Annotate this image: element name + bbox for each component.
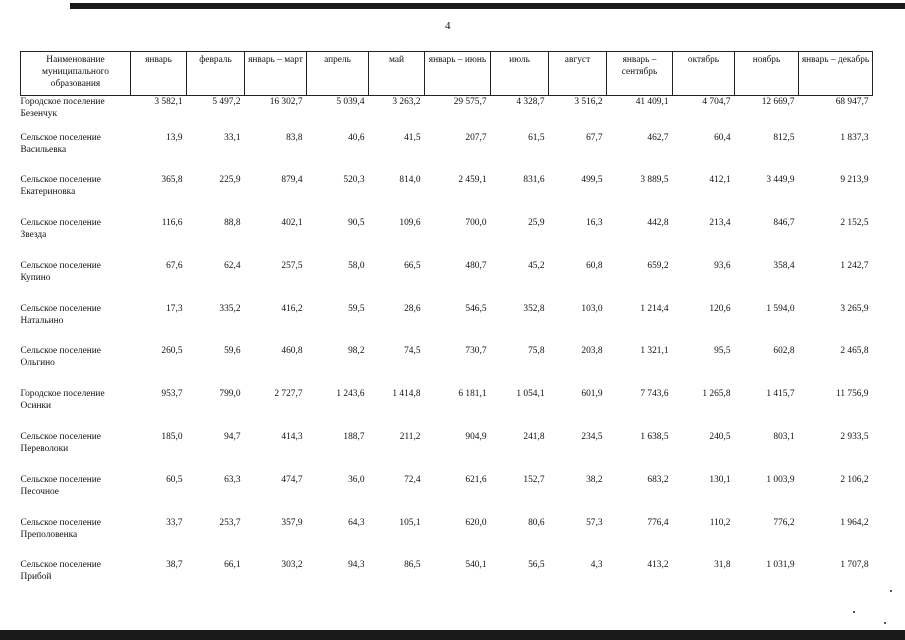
- table-cell: 11 756,9: [836, 389, 869, 400]
- table-cell: 5 497,2: [212, 97, 241, 107]
- table-cell: 3 889,5: [640, 175, 669, 186]
- table-cell: 94,3: [348, 560, 365, 571]
- table-cell: 83,8: [286, 132, 303, 143]
- table-cell: 4 328,7: [516, 97, 545, 107]
- table-cell: 86,5: [404, 560, 421, 571]
- table-cell: 2 727,7: [274, 389, 303, 400]
- table-cell: 812,5: [773, 132, 795, 143]
- table-cell: 620,0: [465, 517, 487, 528]
- table-cell: 520,3: [343, 175, 365, 186]
- table-cell: 1 242,7: [840, 260, 869, 271]
- table-cell: 460,8: [281, 346, 303, 357]
- municipality-name: Сельское поселение Песочное: [20, 474, 101, 497]
- column-header: апрель: [307, 52, 369, 96]
- municipality-name: Сельское поселение Переволоки: [20, 432, 101, 455]
- table-cell: 29 575,7: [453, 97, 487, 107]
- table-cell: 3 263,2: [392, 97, 421, 107]
- table-cell: 402,1: [281, 218, 303, 229]
- table-cell: 1 964,2: [840, 517, 869, 528]
- table-cell: 103,0: [581, 303, 603, 314]
- table-cell: 64,3: [348, 517, 365, 528]
- table-cell: 31,8: [714, 560, 731, 571]
- table-cell: 241,8: [523, 432, 545, 443]
- table-cell: 12 669,7: [761, 97, 795, 107]
- table-cell: 9 213,9: [840, 175, 869, 186]
- municipality-name: Сельское поселение Прибой: [20, 560, 101, 583]
- table-cell: 814,0: [399, 175, 421, 186]
- column-header: январь: [131, 52, 187, 96]
- table-cell: 3 516,2: [574, 97, 603, 107]
- table-cell: 41,5: [404, 132, 421, 143]
- table-cell: 1 031,9: [766, 560, 795, 571]
- table-cell: 3 582,1: [154, 97, 183, 107]
- table-cell: 3 265,9: [840, 303, 869, 314]
- table-cell: 25,9: [528, 218, 545, 229]
- table-cell: 602,8: [773, 346, 795, 357]
- table-cell: 152,7: [523, 474, 545, 485]
- table-cell: 75,8: [528, 346, 545, 357]
- table-cell: 16,3: [586, 218, 603, 229]
- table-cell: 499,5: [581, 175, 603, 186]
- table-row: [21, 303, 873, 346]
- table-row: [21, 474, 873, 517]
- table-cell: 357,9: [281, 517, 303, 528]
- table-cell: 66,5: [404, 260, 421, 271]
- column-header: февраль: [187, 52, 245, 96]
- table-body: [21, 96, 873, 603]
- table-cell: 2 152,5: [840, 218, 869, 229]
- table-cell: 225,9: [219, 175, 241, 186]
- table-cell: 4 704,7: [702, 97, 731, 107]
- table-cell: 335,2: [219, 303, 241, 314]
- table-cell: 1 243,6: [336, 389, 365, 400]
- table-cell: 953,7: [161, 389, 183, 400]
- table-cell: 240,5: [709, 432, 731, 443]
- table-cell: 110,2: [709, 517, 731, 528]
- table-cell: 16 302,7: [269, 97, 303, 107]
- table-cell: 700,0: [465, 218, 487, 229]
- column-header: январь – сентябрь: [607, 52, 673, 96]
- scan-speck: [890, 590, 892, 592]
- table-cell: 45,2: [528, 260, 545, 271]
- table-cell: 879,4: [281, 175, 303, 186]
- table-cell: 474,7: [281, 474, 303, 485]
- table-cell: 13,9: [166, 132, 183, 143]
- table-cell: 1 003,9: [766, 474, 795, 485]
- column-header: август: [549, 52, 607, 96]
- table-cell: 416,2: [281, 303, 303, 314]
- table-cell: 28,6: [404, 303, 421, 314]
- table-cell: 1 837,3: [840, 132, 869, 143]
- table-row: [21, 345, 873, 388]
- table-cell: 58,0: [348, 260, 365, 271]
- table-cell: 59,6: [224, 346, 241, 357]
- table-cell: 6 181,1: [458, 389, 487, 400]
- table-cell: 120,6: [709, 303, 731, 314]
- data-table: [20, 51, 873, 602]
- table-cell: 2 459,1: [458, 175, 487, 186]
- table-cell: 33,7: [166, 517, 183, 528]
- table-cell: 36,0: [348, 474, 365, 485]
- table-cell: 776,4: [647, 517, 669, 528]
- table-cell: 109,6: [399, 218, 421, 229]
- table-cell: 358,4: [773, 260, 795, 271]
- table-cell: 211,2: [399, 432, 421, 443]
- scan-speck: [884, 622, 886, 624]
- table-cell: 601,9: [581, 389, 603, 400]
- column-header: ноябрь: [735, 52, 799, 96]
- table-cell: 93,6: [714, 260, 731, 271]
- table-cell: 803,1: [773, 432, 795, 443]
- table-cell: 17,3: [166, 303, 183, 314]
- table-cell: 1 638,5: [640, 432, 669, 443]
- table-cell: 442,8: [647, 218, 669, 229]
- table-cell: 41 409,1: [635, 97, 669, 107]
- table-cell: 257,5: [281, 260, 303, 271]
- column-header: январь – декабрь: [799, 52, 873, 96]
- table-cell: 621,6: [465, 474, 487, 485]
- table-cell: 59,5: [348, 303, 365, 314]
- table-cell: 203,8: [581, 346, 603, 357]
- table-row: [21, 174, 873, 217]
- header-row: [21, 52, 873, 96]
- table-cell: 799,0: [219, 389, 241, 400]
- page-number: 4: [445, 20, 451, 32]
- table-cell: 68 947,7: [835, 97, 869, 107]
- table-cell: 260,5: [161, 346, 183, 357]
- table-cell: 253,7: [219, 517, 241, 528]
- municipality-name: Сельское поселение Звезда: [20, 218, 101, 241]
- scan-edge-bottom: [0, 630, 905, 640]
- table-cell: 72,4: [404, 474, 421, 485]
- municipality-name: Сельское поселение Натальино: [20, 303, 101, 326]
- table-cell: 88,8: [224, 218, 241, 229]
- table-cell: 1 054,1: [516, 389, 545, 400]
- municipality-name: Сельское поселение Ольгино: [20, 346, 101, 369]
- table-cell: 659,2: [647, 260, 669, 271]
- table-cell: 57,3: [586, 517, 603, 528]
- municipality-name: Городское поселение Осинки: [20, 389, 105, 412]
- table-cell: 7 743,6: [640, 389, 669, 400]
- table-cell: 2 933,5: [840, 432, 869, 443]
- table-cell: 462,7: [647, 132, 669, 143]
- table-cell: 1 594,0: [766, 303, 795, 314]
- table-cell: 116,6: [161, 218, 183, 229]
- table-cell: 130,1: [709, 474, 731, 485]
- table-cell: 1 265,8: [702, 389, 731, 400]
- table-cell: 5 039,4: [336, 97, 365, 107]
- table-cell: 3 449,9: [766, 175, 795, 186]
- table-cell: 2 465,8: [840, 346, 869, 357]
- table-cell: 1 414,8: [392, 389, 421, 400]
- table-cell: 846,7: [773, 218, 795, 229]
- municipality-name: Сельское поселение Купино: [20, 260, 101, 283]
- table-cell: 776,2: [773, 517, 795, 528]
- table-cell: 412,1: [709, 175, 731, 186]
- table-row: [21, 217, 873, 260]
- municipality-name: Сельское поселение Васильевка: [20, 132, 101, 155]
- table-cell: 95,5: [714, 346, 731, 357]
- table-cell: 1 321,1: [640, 346, 669, 357]
- table-cell: 38,2: [586, 474, 603, 485]
- table-row: [21, 517, 873, 560]
- table-cell: 185,0: [161, 432, 183, 443]
- table-row: [21, 388, 873, 431]
- table-row: [21, 132, 873, 175]
- table-cell: 1 214,4: [640, 303, 669, 314]
- table-row: [21, 96, 873, 132]
- table-row: [21, 260, 873, 303]
- table-cell: 38,7: [166, 560, 183, 571]
- table-cell: 303,2: [281, 560, 303, 571]
- table-cell: 98,2: [348, 346, 365, 357]
- column-header: июль: [491, 52, 549, 96]
- column-header: май: [369, 52, 425, 96]
- table-cell: 904,9: [465, 432, 487, 443]
- table-cell: 105,1: [399, 517, 421, 528]
- scan-speck: [853, 611, 855, 613]
- column-header: январь – июнь: [425, 52, 491, 96]
- table-cell: 234,5: [581, 432, 603, 443]
- table-cell: 1 707,8: [840, 560, 869, 571]
- table-cell: 74,5: [404, 346, 421, 357]
- municipality-name: Сельское поселение Екатериновка: [20, 175, 101, 198]
- column-header-name: Наименование муниципального образования: [21, 52, 131, 96]
- table-cell: 56,5: [528, 560, 545, 571]
- table-cell: 480,7: [465, 260, 487, 271]
- table-cell: 413,2: [647, 560, 669, 571]
- table-cell: 63,3: [224, 474, 241, 485]
- table-cell: 188,7: [343, 432, 365, 443]
- table-cell: 60,5: [166, 474, 183, 485]
- table-cell: 90,5: [348, 218, 365, 229]
- table-cell: 4,3: [590, 560, 603, 571]
- municipality-name: Городское поселение Безенчук: [20, 97, 105, 119]
- table-cell: 66,1: [224, 560, 241, 571]
- table-cell: 831,6: [523, 175, 545, 186]
- table-cell: 80,6: [528, 517, 545, 528]
- table-cell: 67,6: [166, 260, 183, 271]
- table-cell: 414,3: [281, 432, 303, 443]
- table-row: [21, 559, 873, 602]
- table-cell: 40,6: [348, 132, 365, 143]
- municipality-name: Сельское поселение Преполовенка: [20, 517, 101, 540]
- table-cell: 213,4: [709, 218, 731, 229]
- table-cell: 352,8: [523, 303, 545, 314]
- table-cell: 60,8: [586, 260, 603, 271]
- table-cell: 1 415,7: [766, 389, 795, 400]
- table-cell: 2 106,2: [840, 474, 869, 485]
- table-row: [21, 431, 873, 474]
- table-cell: 60,4: [714, 132, 731, 143]
- table-cell: 94,7: [224, 432, 241, 443]
- table-cell: 540,1: [465, 560, 487, 571]
- table-cell: 33,1: [224, 132, 241, 143]
- table-cell: 67,7: [586, 132, 603, 143]
- table-cell: 62,4: [224, 260, 241, 271]
- table-cell: 207,7: [465, 132, 487, 143]
- table-cell: 365,8: [161, 175, 183, 186]
- scan-edge-top: [70, 3, 905, 9]
- table-cell: 546,5: [465, 303, 487, 314]
- table-cell: 683,2: [647, 474, 669, 485]
- table-cell: 61,5: [528, 132, 545, 143]
- table-cell: 730,7: [465, 346, 487, 357]
- column-header: январь – март: [245, 52, 307, 96]
- column-header: октябрь: [673, 52, 735, 96]
